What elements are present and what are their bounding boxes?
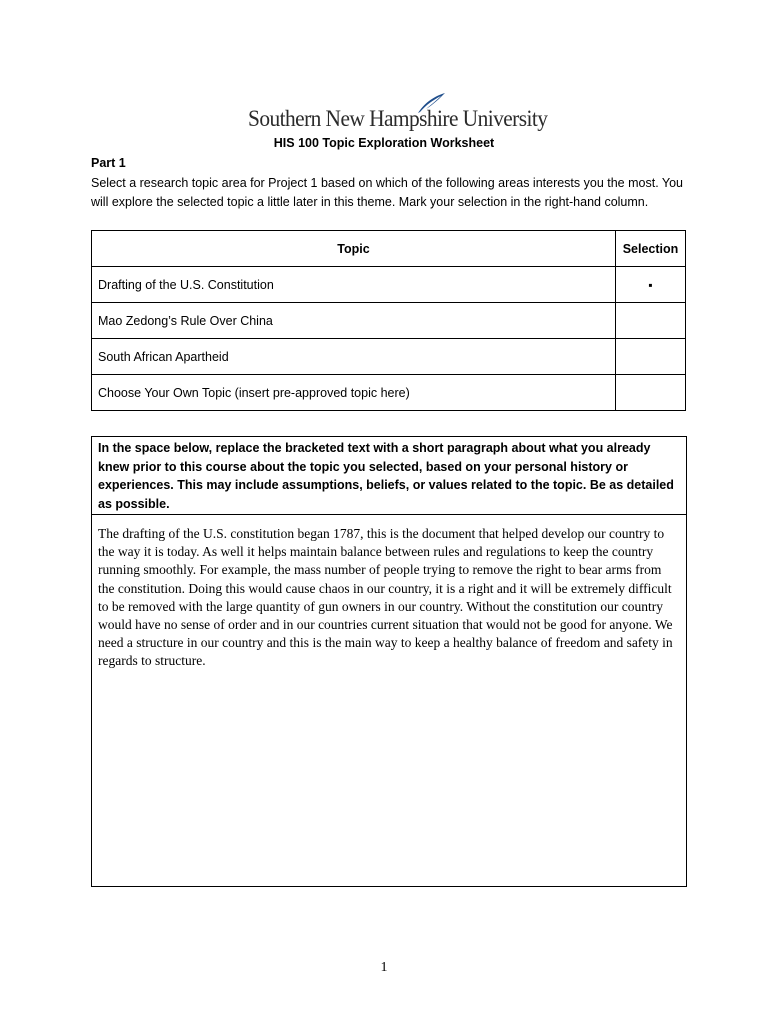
selection-cell[interactable]: [616, 303, 686, 339]
selection-cell[interactable]: [616, 339, 686, 375]
table-row: [92, 267, 686, 303]
topic-cell: Mao Zedong’s Rule Over China: [92, 303, 616, 339]
topic-cell: Drafting of the U.S. Constitution: [92, 267, 616, 303]
table-row: [92, 303, 686, 339]
table-row: [92, 375, 686, 411]
feather-icon: [416, 92, 446, 114]
table-header-row: [92, 231, 686, 267]
table-row: [92, 339, 686, 375]
topic-cell: South African Apartheid: [92, 339, 616, 375]
document-title: HIS 100 Topic Exploration Worksheet: [273, 136, 495, 150]
part-instructions: Select a research topic area for Project 1 based on which of the following areas interests you the most. You will explore the selected topic a little later in this theme. Mark your selection in the right-hand column.: [91, 176, 684, 209]
reflection-box: [91, 436, 687, 887]
topic-cell: Choose Your Own Topic (insert pre-approved topic here): [92, 375, 616, 411]
selection-cell[interactable]: [616, 375, 686, 411]
topic-column-header: Topic: [92, 231, 616, 267]
part-label: Part 1: [91, 156, 126, 170]
logo-wordmark: Southern New Hampshire University: [248, 106, 548, 131]
selection-cell[interactable]: ▪: [616, 267, 686, 303]
reflection-prompt: In the space below, replace the bracketed text with a short paragraph about what you already knew prior to this course about the topic you selected, based on your personal history or experiences. This may include assumptions, beliefs, or values related to the topic. Be as detailed as possible.: [92, 437, 686, 515]
page-number: 1: [380, 960, 388, 975]
topic-table: [91, 230, 686, 411]
university-logo: [248, 92, 548, 138]
reflection-answer[interactable]: The drafting of the U.S. constitution began 1787, this is the document that helped develop our country to the way it is today. As well it helps maintain balance between rules and regulations to keep the country running smoothly. For example, the mass number of people trying to remove the right to bear arms from the constitution. Doing this would cause chaos in our country, it is a right and it will be extremely difficult to be removed with the large quantity of gun owners in our country. Without the constitution our country would have no sense of order and in our countries current situation that would not be good for anyone. We need a structure in our country and this is the main way to keep a healthy balance of freedom and safety in regards to structure.: [98, 526, 673, 669]
selection-column-header: Selection: [616, 231, 686, 267]
